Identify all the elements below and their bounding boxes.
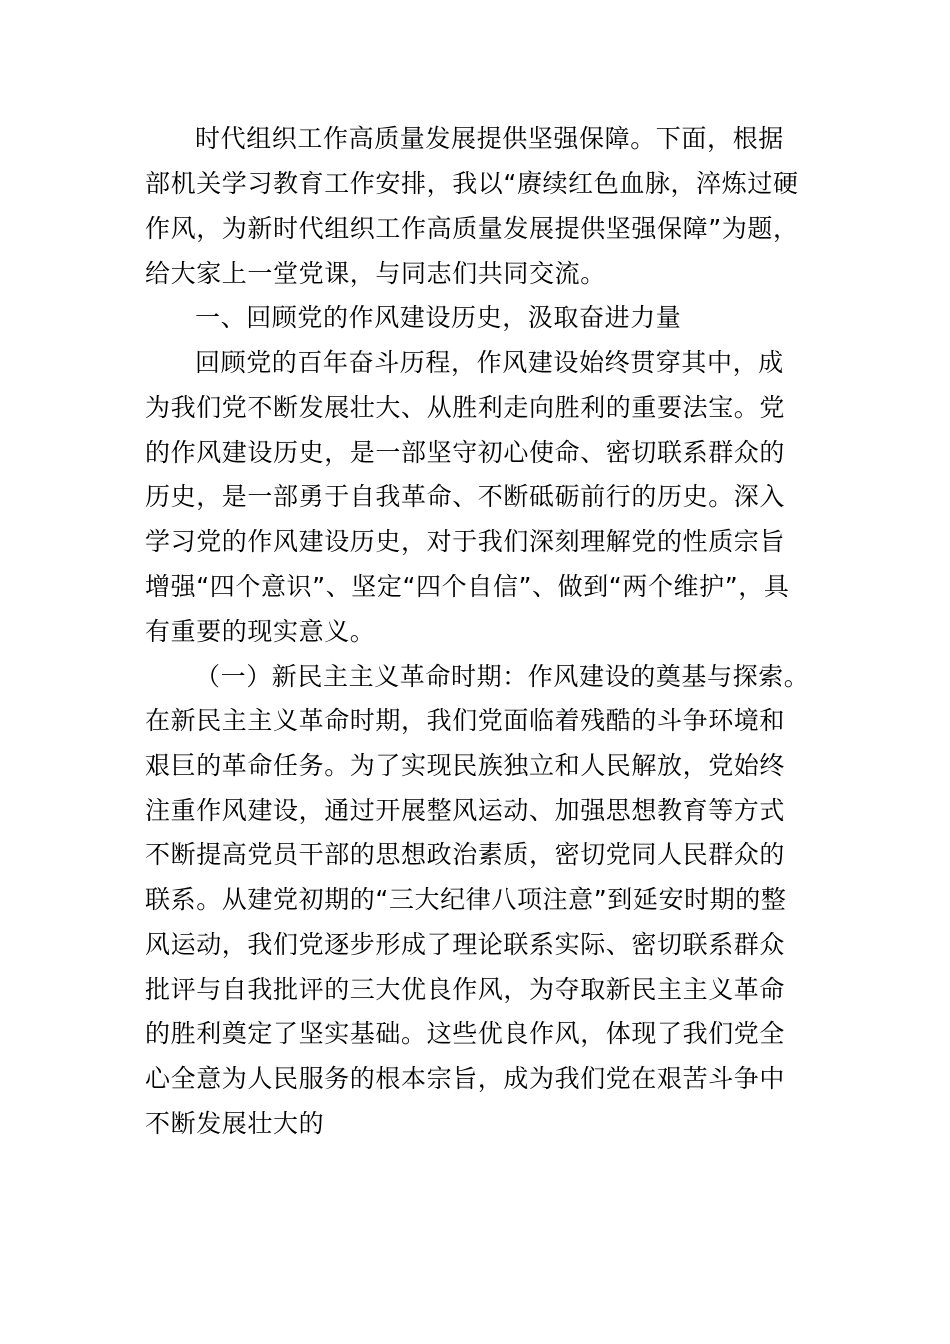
text-line: 联系。从建党初期的“三大纪律八项注意”到延安时期的整 [145, 885, 787, 914]
text-line: 注重作风建设，通过开展整风运动、加强思想教育等方式 [145, 796, 786, 825]
text-line: 在新民主主义革命时期，我们党面临着残酷的斗争环境和 [145, 706, 786, 735]
text-line: 的作风建设历史，是一部坚守初心使命、密切联系群众的 [145, 438, 786, 467]
text-line: 有重要的现实意义。 [145, 617, 376, 646]
text-line: 心全意为人民服务的根本宗旨，成为我们党在艰苦斗争中 [145, 1064, 786, 1093]
text-line: 为我们党不断发展壮大、从胜利走向胜利的重要法宝。党 [145, 393, 786, 422]
text-line: 不断发展壮大的 [145, 1109, 325, 1138]
text-line: 时代组织工作高质量发展提供坚强保障。下面，根据 [195, 124, 784, 153]
subsection-heading: （一）新民主主义革命时期：作风建设的奠基与探索。 [195, 662, 810, 691]
text-line: 学习党的作风建设历史，对于我们深刻理解党的性质宗旨 [145, 527, 786, 556]
text-line: 部机关学习教育工作安排，我以“赓续红色血脉，淬炼过硬 [145, 169, 799, 198]
text-line: 给大家上一堂党课，与同志们共同交流。 [145, 259, 606, 288]
text-line: 作风，为新时代组织工作高质量发展提供坚强保障”为题， [145, 214, 799, 243]
text-line: 增强“四个意识”、坚定“四个自信”、做到“两个维护”，具 [145, 572, 790, 601]
section-heading: 一、回顾党的作风建设历史，汲取奋进力量 [195, 303, 682, 332]
text-line: 批评与自我批评的三大优良作风，为夺取新民主主义革命 [145, 975, 786, 1004]
text-line: 回顾党的百年奋斗历程，作风建设始终贯穿其中，成 [195, 348, 784, 377]
text-line: 的胜利奠定了坚实基础。这些优良作风，体现了我们党全 [145, 1019, 786, 1048]
text-line: 风运动，我们党逐步形成了理论联系实际、密切联系群众 [145, 930, 786, 959]
text-line: 艰巨的革命任务。为了实现民族独立和人民解放，党始终 [145, 751, 786, 780]
text-line: 历史，是一部勇于自我革命、不断砥砺前行的历史。深入 [145, 482, 786, 511]
text-line: 不断提高党员干部的思想政治素质，密切党同人民群众的 [145, 840, 786, 869]
